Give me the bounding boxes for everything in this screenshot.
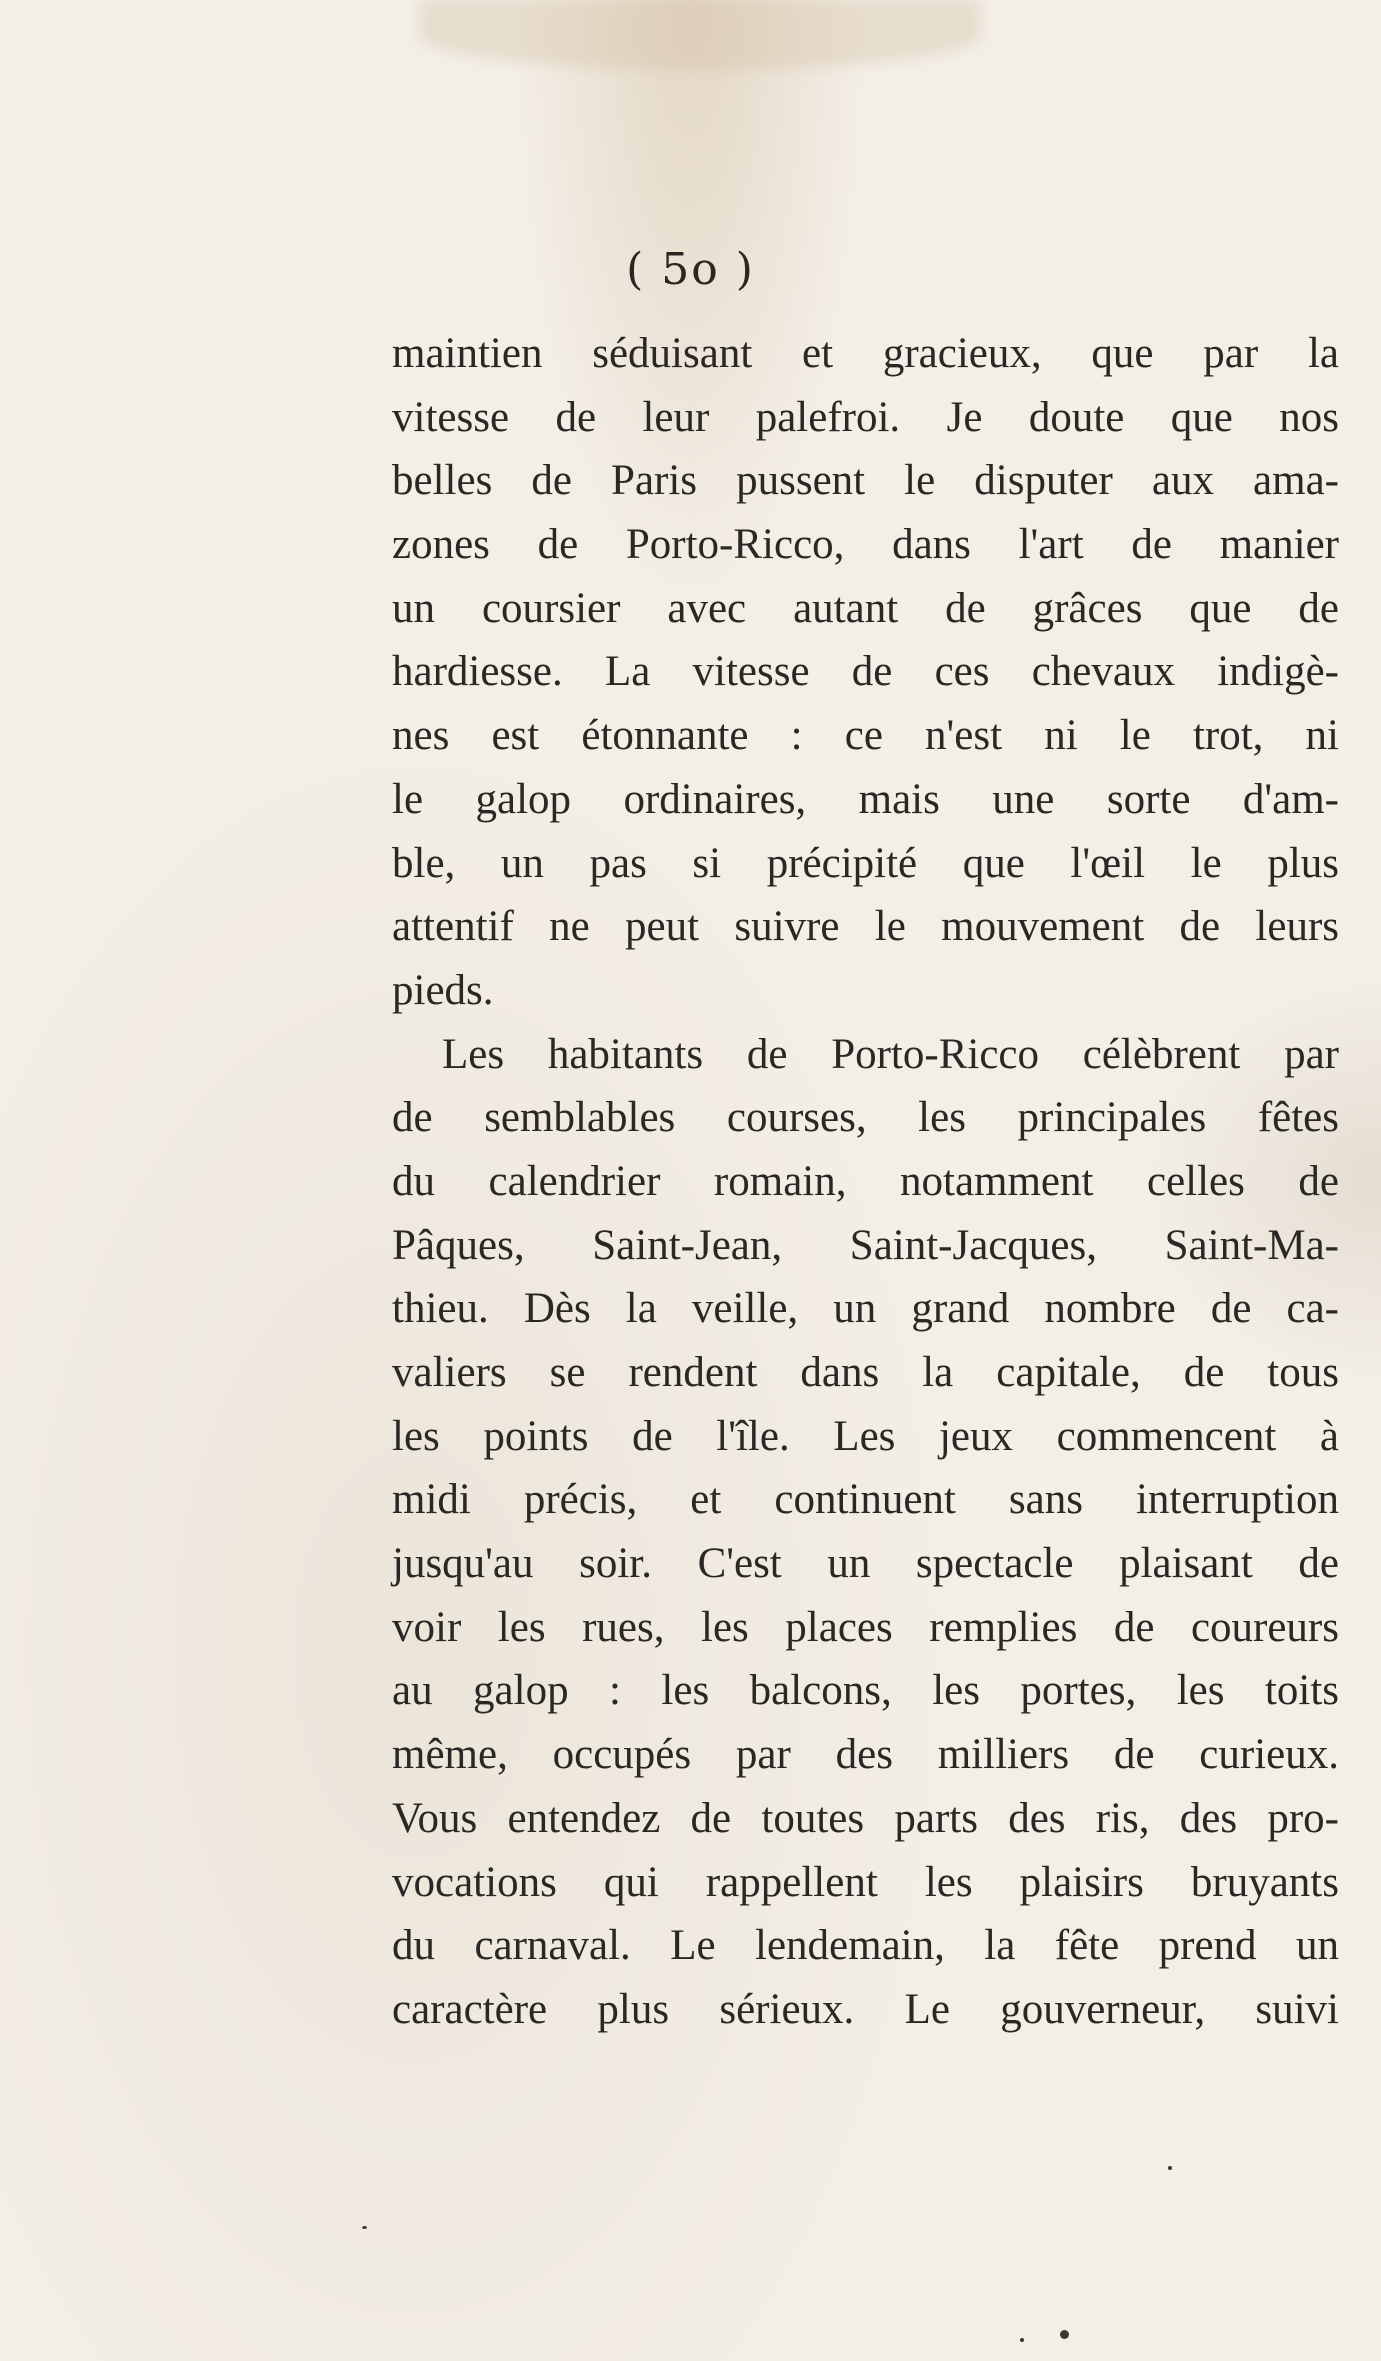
paragraph-start-line: Les habitants de Porto-Ricco célèbrent par xyxy=(442,1030,1339,1078)
body-text xyxy=(392,322,1339,2042)
text-line: vocations qui rappellent les plaisirs bruyants xyxy=(392,1858,1339,1906)
paragraph-end-line: pieds. xyxy=(392,966,494,1014)
text-line: du carnaval. Le lendemain, la fête prend un xyxy=(392,1922,1339,1970)
text-line: les points de l'île. Les jeux commencent à xyxy=(392,1412,1339,1460)
text-line: thieu. Dès la veille, un grand nombre de ca- xyxy=(392,1285,1339,1333)
page-number: ( 5o ) xyxy=(626,244,755,295)
text-line: au galop : les balcons, les portes, les toits xyxy=(392,1667,1339,1715)
text-line: hardiesse. La vitesse de ces chevaux indigè- xyxy=(392,648,1339,696)
text-line: midi précis, et continuent sans interruption xyxy=(392,1476,1339,1524)
text-line: même, occupés par des milliers de curieux. xyxy=(392,1731,1339,1779)
text-line: du calendrier romain, notamment celles de xyxy=(392,1157,1339,1205)
ink-speck xyxy=(362,2226,367,2229)
text-line: Vous entendez de toutes parts des ris, des pro- xyxy=(392,1794,1339,1842)
text-line: nes est étonnante : ce n'est ni le trot, ni xyxy=(392,712,1339,760)
text-line: belles de Paris pussent le disputer aux ama- xyxy=(392,457,1339,505)
text-line: caractère plus sérieux. Le gouverneur, suivi xyxy=(392,1985,1339,2033)
text-line: de semblables courses, les principales fêtes xyxy=(392,1094,1339,1142)
ink-speck xyxy=(1020,2338,1024,2342)
ink-speck xyxy=(1060,2330,1069,2339)
text-line: zones de Porto-Ricco, dans l'art de manier xyxy=(392,521,1339,569)
text-line: attentif ne peut suivre le mouvement de leurs xyxy=(392,903,1339,951)
paper-stain xyxy=(420,0,980,70)
text-line: un coursier avec autant de grâces que de xyxy=(392,584,1339,632)
text-line: valiers se rendent dans la capitale, de tous xyxy=(392,1349,1339,1396)
text-line: Pâques, Saint-Jean, Saint-Jacques, Saint-Ma- xyxy=(392,1221,1339,1269)
text-line: ble, un pas si précipité que l'œil le plus xyxy=(392,839,1339,887)
text-line: maintien séduisant et gracieux, que par la xyxy=(392,330,1339,377)
text-line: voir les rues, les places remplies de coureurs xyxy=(392,1603,1339,1651)
ink-speck xyxy=(1168,2166,1172,2170)
text-line: jusqu'au soir. C'est un spectacle plaisant de xyxy=(392,1540,1339,1588)
text-line: le galop ordinaires, mais une sorte d'am- xyxy=(392,775,1339,823)
text-line: vitesse de leur palefroi. Je doute que nos xyxy=(392,393,1339,441)
